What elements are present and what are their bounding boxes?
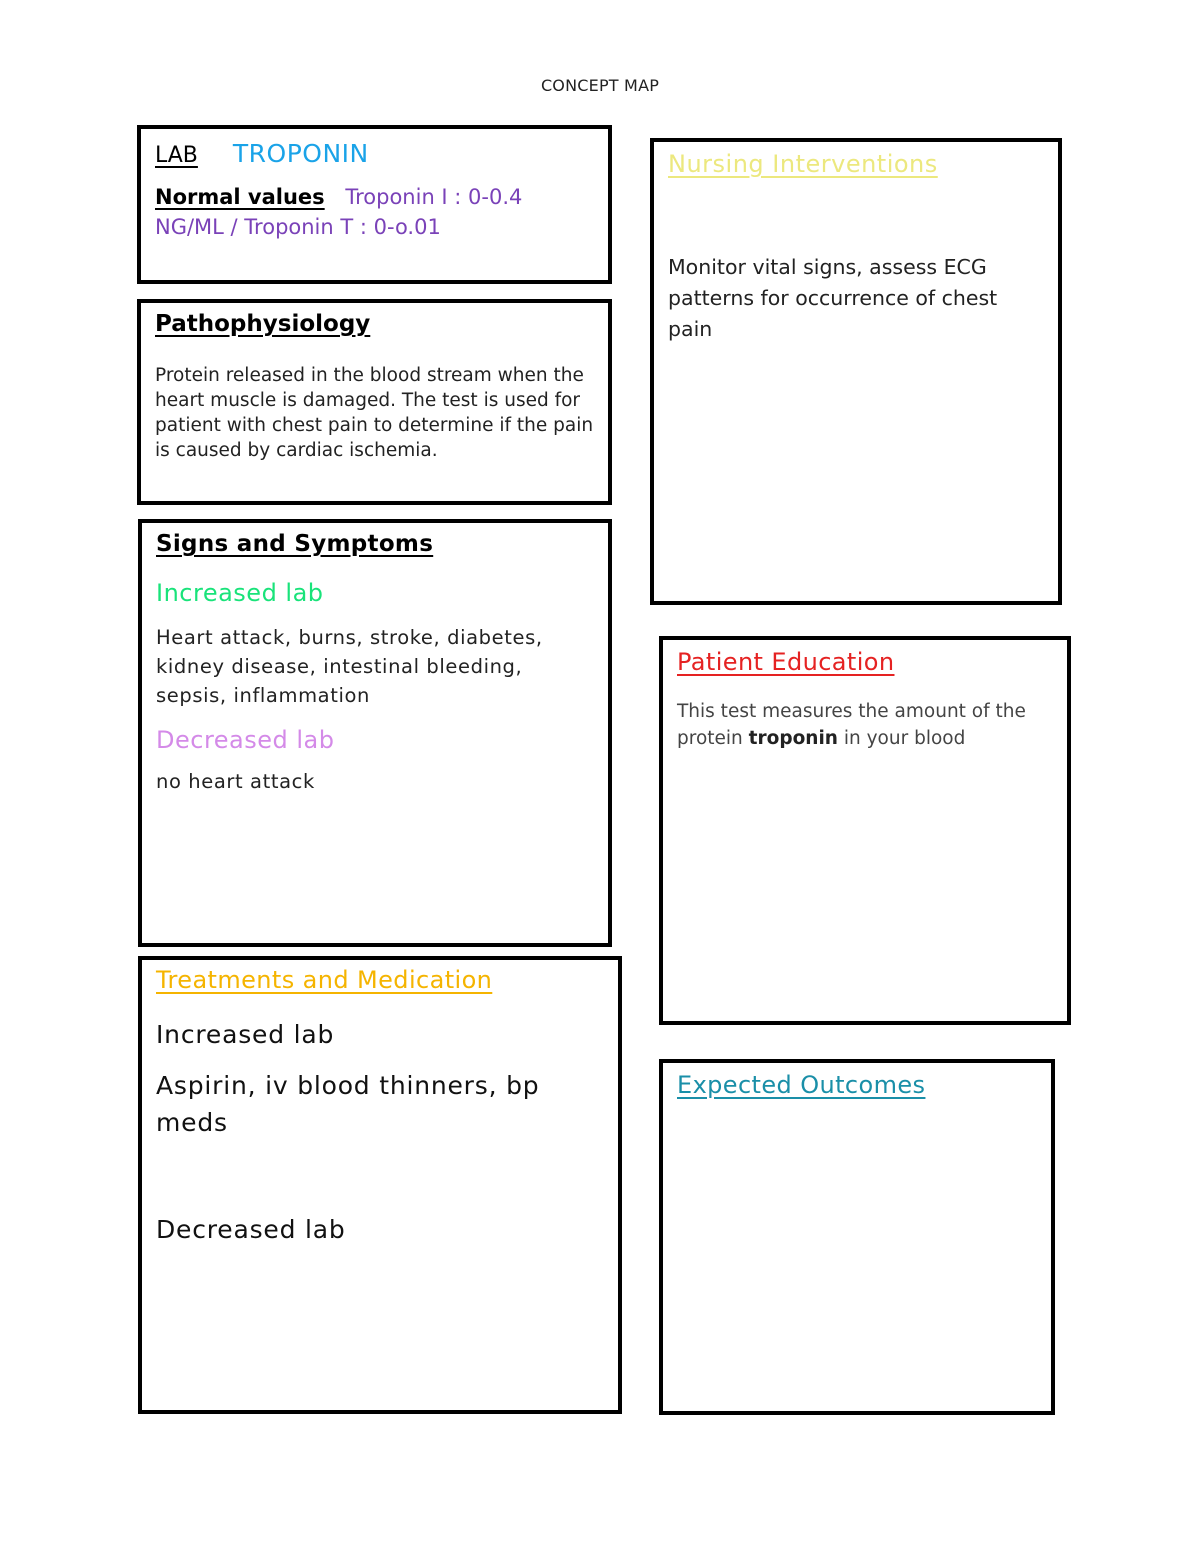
treatments-heading: Treatments and Medication: [156, 966, 493, 994]
patient-education-box: [659, 636, 1071, 1025]
nursing-interventions-box: [650, 138, 1062, 605]
treatments-box: [138, 956, 622, 1414]
pathophysiology-box: [137, 299, 612, 505]
lab-name: TROPONIN: [232, 139, 369, 168]
signs-increased-heading: Increased lab: [156, 579, 324, 607]
normal-values: [155, 182, 594, 242]
treatments-decreased-heading: Decreased lab: [156, 1215, 346, 1244]
expected-outcomes-box: [659, 1059, 1055, 1415]
lab-box: [137, 125, 612, 284]
treatments-increased-text: Aspirin, iv blood thinners, bp meds: [156, 1071, 540, 1137]
normal-values-text: Troponin I : 0-0.4 NG/ML / Troponin T : 0-o.01: [155, 185, 523, 239]
nursing-interventions-heading: Nursing Interventions: [668, 150, 938, 178]
normal-values-label: Normal values: [155, 185, 325, 209]
patient-education-text: [677, 698, 1053, 752]
signs-symptoms-heading: Signs and Symptoms: [156, 531, 434, 557]
lab-label: LAB: [155, 143, 198, 168]
education-text-before: This test measures the amount of the protein: [677, 701, 1026, 749]
pathophysiology-heading: Pathophysiology: [155, 311, 371, 337]
pathophysiology-text: Protein released in the blood stream when the heart muscle is damaged. The test is used for patient with chest pain to determine if the pain is caused by cardiac ischemia.: [155, 365, 594, 461]
education-text-bold: troponin: [748, 728, 838, 749]
expected-outcomes-heading: Expected Outcomes: [677, 1071, 926, 1099]
patient-education-heading: Patient Education: [677, 648, 895, 676]
page-title: CONCEPT MAP: [540, 76, 660, 95]
nursing-interventions-text: Monitor vital signs, assess ECG patterns for occurrence of chest pain: [668, 255, 998, 341]
signs-decreased-text: no heart attack: [156, 770, 315, 793]
signs-increased-text: Heart attack, burns, stroke, diabetes, kidney disease, intestinal bleeding, sepsis, inflammation: [156, 626, 543, 707]
lab-heading-line: [155, 139, 594, 168]
education-text-after: in your blood: [837, 728, 966, 749]
treatments-increased-heading: Increased lab: [156, 1020, 335, 1049]
signs-decreased-heading: Decreased lab: [156, 726, 335, 754]
signs-symptoms-box: [138, 519, 612, 947]
